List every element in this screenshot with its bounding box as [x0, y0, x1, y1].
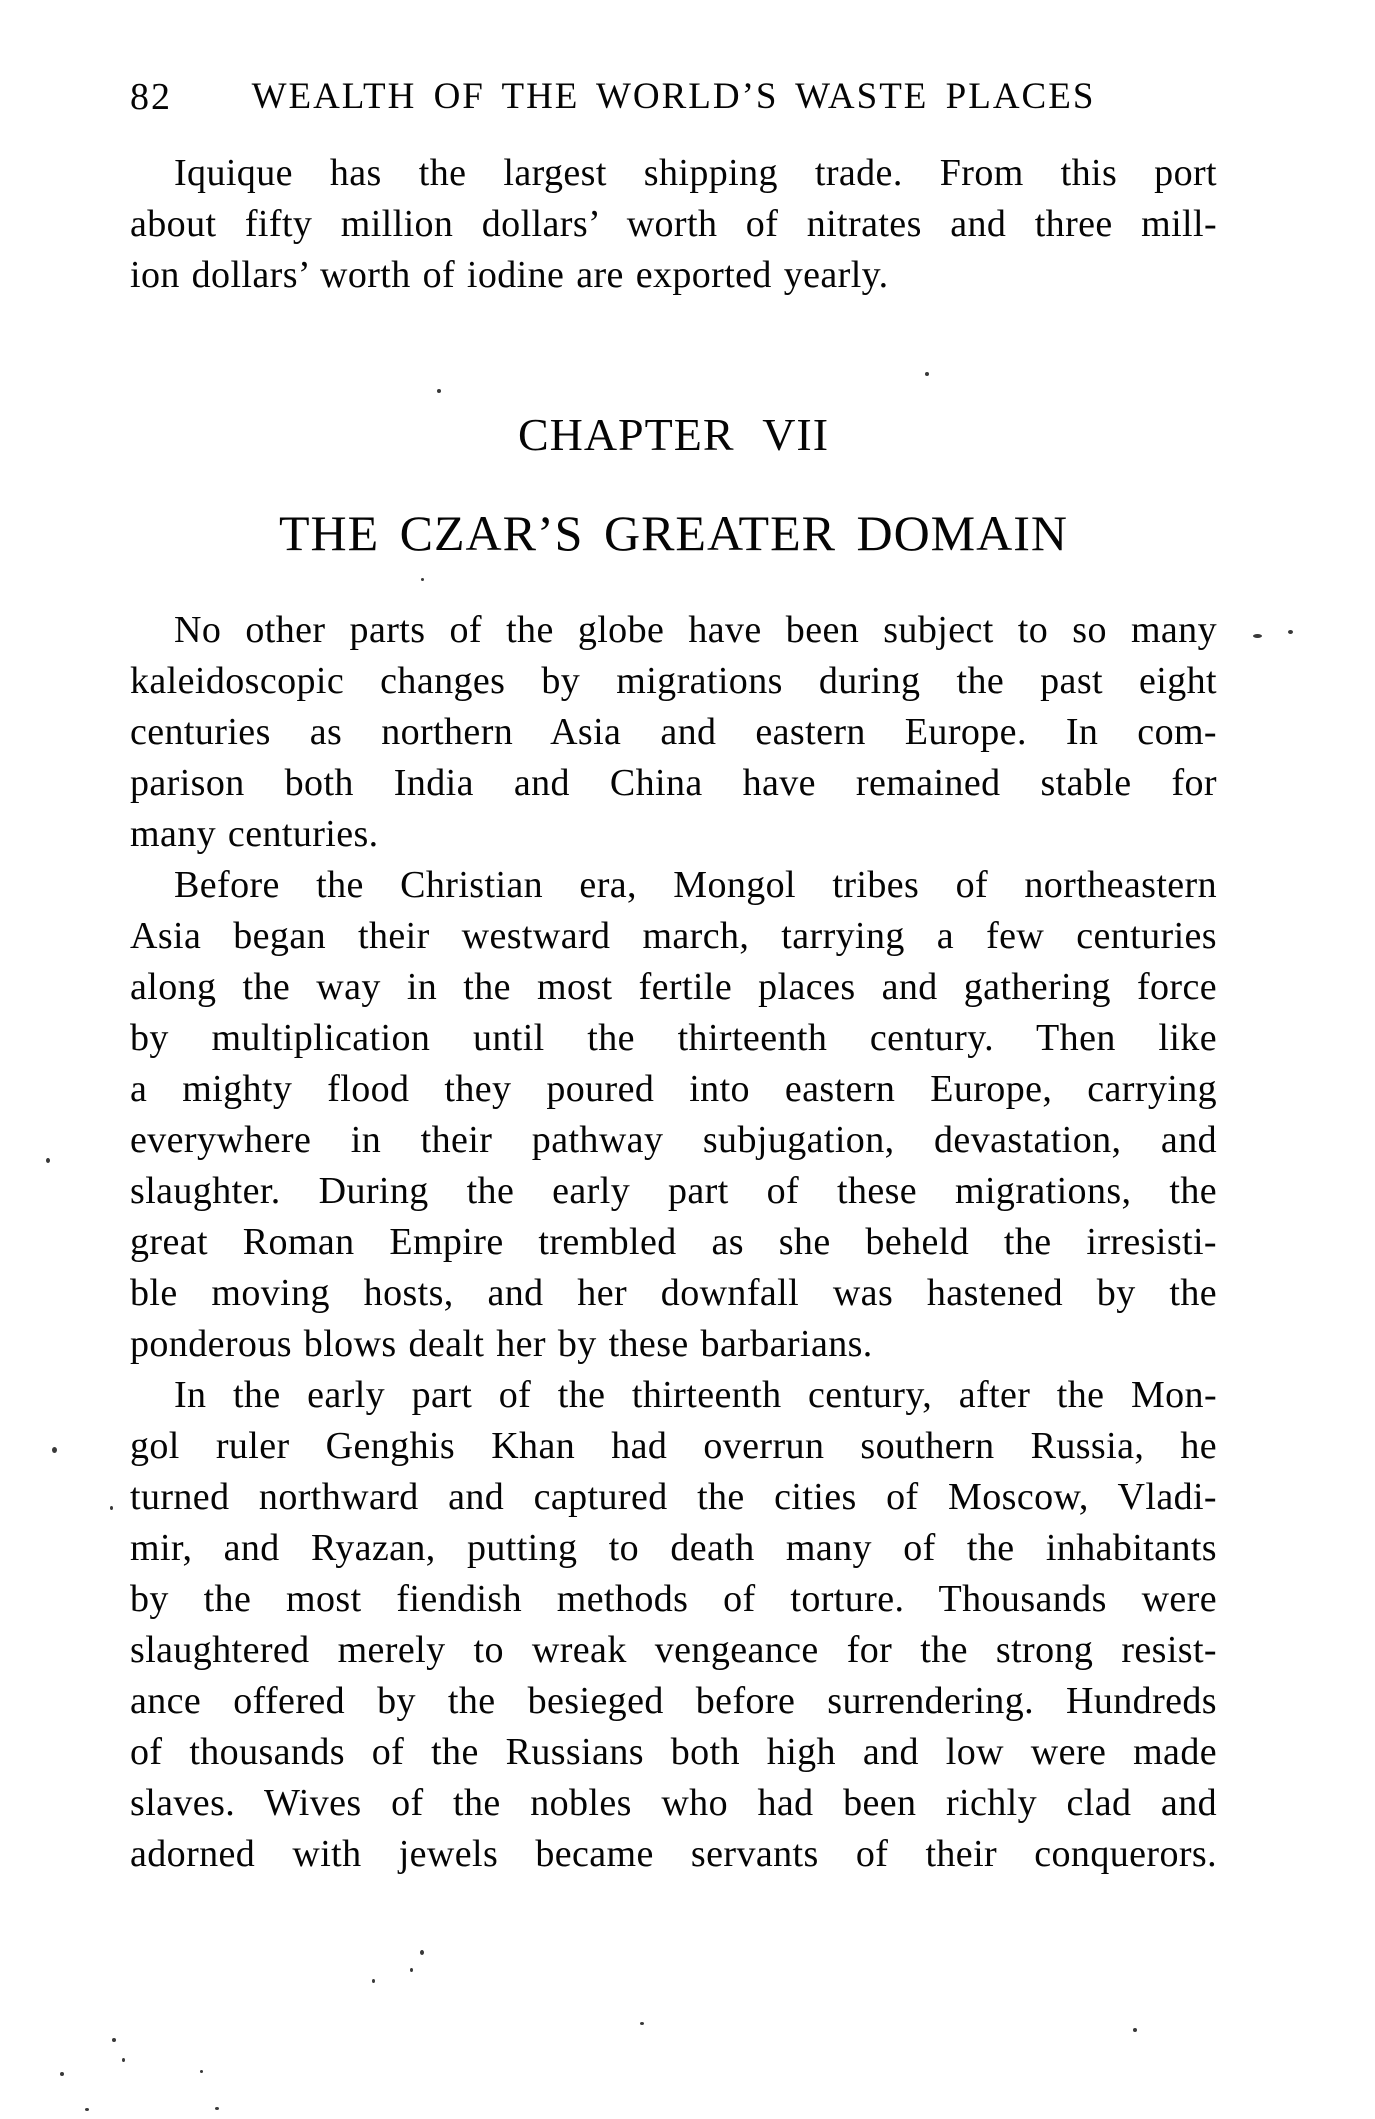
scan-speck	[420, 1950, 424, 1955]
text-line: ion dollars’ worth of iodine are exported yearly.	[130, 254, 889, 296]
text-line: ance offered by the besieged before surrendering. Hundreds	[130, 1680, 1217, 1722]
paragraph	[130, 860, 1217, 1370]
scan-speck	[1133, 2028, 1137, 2032]
scan-speck	[1288, 630, 1293, 634]
text-line: Before the Christian era, Mongol tribes of northeastern	[174, 864, 1217, 906]
scan-speck	[372, 1979, 375, 1983]
text-line: slaves. Wives of the nobles who had been richly clad and	[130, 1782, 1217, 1824]
scan-speck	[200, 2070, 203, 2073]
scan-speck	[60, 2072, 64, 2076]
text-line: gol ruler Genghis Khan had overrun southern Russia, he	[130, 1425, 1217, 1467]
chapter-title: THE CZAR’S GREATER DOMAIN	[278, 505, 1069, 561]
chapter-body	[130, 605, 1217, 1880]
scan-speck	[122, 2058, 125, 2062]
text-line: turned northward and captured the cities of Moscow, Vladi-	[130, 1476, 1217, 1518]
text-line: by the most fiendish methods of torture. Thousands were	[130, 1578, 1217, 1620]
text-line: about fifty million dollars’ worth of nitrates and three mill-	[130, 203, 1217, 245]
running-title: WEALTH OF THE WORLD’S WASTE PLACES	[251, 76, 1096, 117]
text-line: kaleidoscopic changes by migrations during the past eight	[130, 660, 1217, 702]
page-number: 82	[130, 76, 172, 118]
scan-speck	[410, 1968, 413, 1972]
text-line: In the early part of the thirteenth century, after the Mon-	[174, 1374, 1217, 1416]
scan-speck	[215, 2107, 219, 2110]
scan-speck	[1253, 634, 1262, 638]
text-line: slaughtered merely to wreak vengeance for the strong resist-	[130, 1629, 1217, 1671]
text-line: Asia began their westward march, tarrying a few centuries	[130, 915, 1217, 957]
text-line: many centuries.	[130, 813, 379, 855]
paragraph	[130, 605, 1217, 860]
scan-speck	[421, 578, 424, 581]
text-line: parison both India and China have remained stable for	[130, 762, 1217, 804]
paragraph	[130, 148, 1217, 301]
intro-paragraph	[130, 148, 1217, 301]
scan-speck	[925, 372, 929, 376]
text-line: a mighty flood they poured into eastern Europe, carrying	[130, 1068, 1217, 1110]
text-line: of thousands of the Russians both high and low were made	[130, 1731, 1217, 1773]
text-line: ponderous blows dealt her by these barbarians.	[130, 1323, 873, 1365]
scan-speck	[46, 1158, 50, 1163]
scan-speck	[110, 1506, 113, 1510]
text-line: along the way in the most fertile places and gathering force	[130, 966, 1217, 1008]
paragraph	[130, 1370, 1217, 1880]
chapter-heading: CHAPTER VII	[517, 409, 830, 460]
scan-speck	[640, 2022, 644, 2025]
text-line: mir, and Ryazan, putting to death many of the inhabitants	[130, 1527, 1217, 1569]
text-line: by multiplication until the thirteenth century. Then like	[130, 1017, 1217, 1059]
scan-speck	[85, 2108, 89, 2111]
scan-speck	[112, 2038, 116, 2042]
text-line: Iquique has the largest shipping trade. From this port	[174, 152, 1217, 194]
text-line: adorned with jewels became servants of their conquerors.	[130, 1833, 1217, 1875]
page-header	[130, 77, 1217, 117]
text-line: No other parts of the globe have been subject to so many	[174, 609, 1217, 651]
text-line: everywhere in their pathway subjugation, devastation, and	[130, 1119, 1217, 1161]
text-line: great Roman Empire trembled as she beheld the irresisti-	[130, 1221, 1217, 1263]
scan-speck	[52, 1447, 57, 1453]
text-line: slaughter. During the early part of these migrations, the	[130, 1170, 1217, 1212]
scan-speck	[437, 389, 441, 393]
text-line: centuries as northern Asia and eastern Europe. In com-	[130, 711, 1217, 753]
text-line: ble moving hosts, and her downfall was hastened by the	[130, 1272, 1217, 1314]
